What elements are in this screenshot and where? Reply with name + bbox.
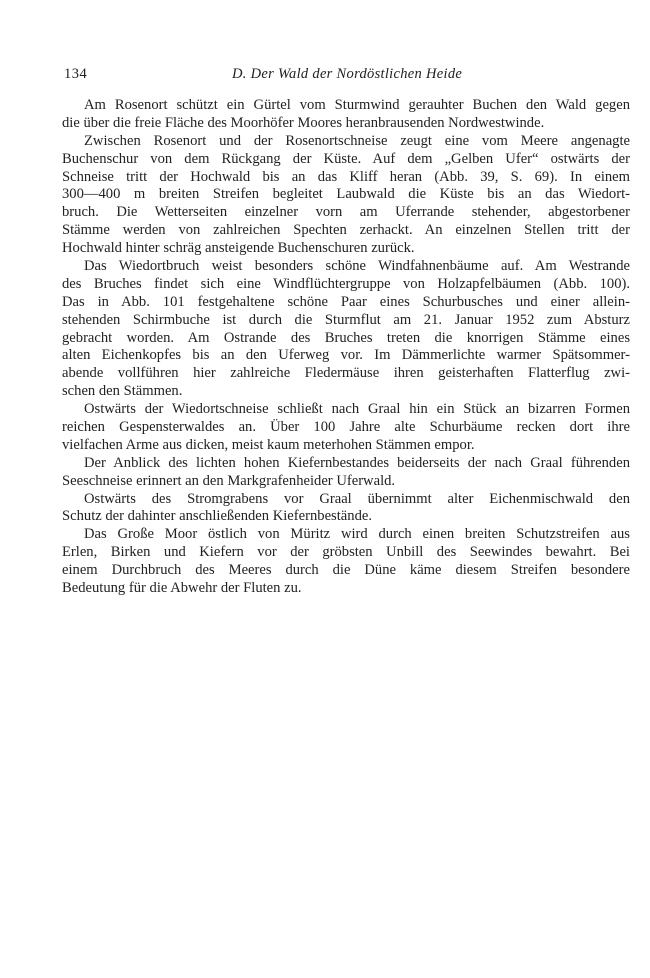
text-line: Das Große Moor östlich von Müritz wird durch einen breiten Schutzstreifen aus [84,526,630,543]
text-line: Schneise tritt der Hochwald bis an das Kliff heran (Abb. 39, S. 69). In einem [62,168,630,185]
text-line: alten Eichenkopfes bis an den Uferweg vor. Im Dämmerlichte warmer Spätsommer- [62,347,630,364]
body-text [62,97,630,598]
text-line: Das Wiedortbruch weist besonders schöne Windfahnenbäume auf. Am Westrande [84,258,630,275]
text-line: Am Rosenort schützt ein Gürtel vom Sturmwind gerauhter Buchen den Wald gegen [84,97,630,113]
paragraph [62,97,630,133]
text-line: abende vollführen hier zahlreiche Fledermäuse ihren geisterhaften Flatterflug zwi- [62,365,630,382]
page-number: 134 [64,66,88,82]
paragraph [62,455,630,491]
text-line: einem Durchbruch des Meeres durch die Düne käme diesem Streifen besondere [62,562,630,579]
paragraph [62,133,630,258]
text-line: Erlen, Birken und Kiefern vor der gröbsten Unbill des Seewindes bewahrt. Bei [62,544,630,561]
paragraph [62,491,630,527]
text-line: Hochwald hinter schräg ansteigende Buchenschuren zurück. [62,240,415,257]
running-head: D. Der Wald der Nordöstlichen Heide [232,66,463,82]
text-line: vielfachen Arme aus dicken, meist kaum meterhohen Stämmen empor. [62,436,475,453]
text-line: gebracht worden. Am Ostrande des Bruches treten die knorrigen Stämme eines [62,329,630,346]
text-line: Bedeutung für die Abwehr der Fluten zu. [62,580,302,597]
text-line: Schutz der dahinter anschließenden Kiefernbestände. [62,508,372,525]
text-line: Buchenschur von dem Rückgang der Küste. Auf dem „Gelben Ufer“ ostwärts der [62,150,630,167]
text-line: stehenden Schirmbuche ist durch die Sturmflut am 21. Januar 1952 zum Absturz [62,311,630,328]
text-line: schen den Stämmen. [62,383,183,400]
text-line: Ostwärts des Stromgrabens vor Graal übernimmt alter Eichenmischwald den [84,490,630,507]
text-line: Zwischen Rosenort und der Rosenortschneise zeugt eine vom Meere angenagte [84,132,630,149]
paragraph [62,258,630,401]
text-line: die über die freie Fläche des Moorhöfer Moores heranbrausenden Nordwestwinde. [62,114,545,131]
text-line: 300—400 m breiten Streifen begleitet Laubwald die Küste bis an das Wiedort- [62,186,630,203]
page-header [64,66,626,84]
text-line: Seeschneise erinnert an den Markgrafenheider Uferwald. [62,472,396,489]
text-line: reichen Gespensterwaldes an. Über 100 Jahre alte Schurbäume recken dort ihre [62,419,630,436]
paragraph [62,401,630,455]
text-line: des Bruches findet sich eine Windflüchtergruppe von Holzapfelbäumen (Abb. 100). [62,275,630,292]
text-line: Der Anblick des lichten hohen Kiefernbestandes beiderseits der nach Graal führenden [84,454,630,471]
text-line: Ostwärts der Wiedortschneise schließt nach Graal hin ein Stück an bizarren Formen [84,401,630,418]
text-line: Stämme werden von zahlreichen Spechten zerhackt. An einzelnen Stellen tritt der [62,222,630,239]
paragraph [62,526,630,598]
text-line: Das in Abb. 101 festgehaltene schöne Paar eines Schurbusches und einer allein- [62,293,630,310]
text-line: bruch. Die Wetterseiten einzelner vorn am Uferrande stehender, abgestorbener [62,204,630,221]
